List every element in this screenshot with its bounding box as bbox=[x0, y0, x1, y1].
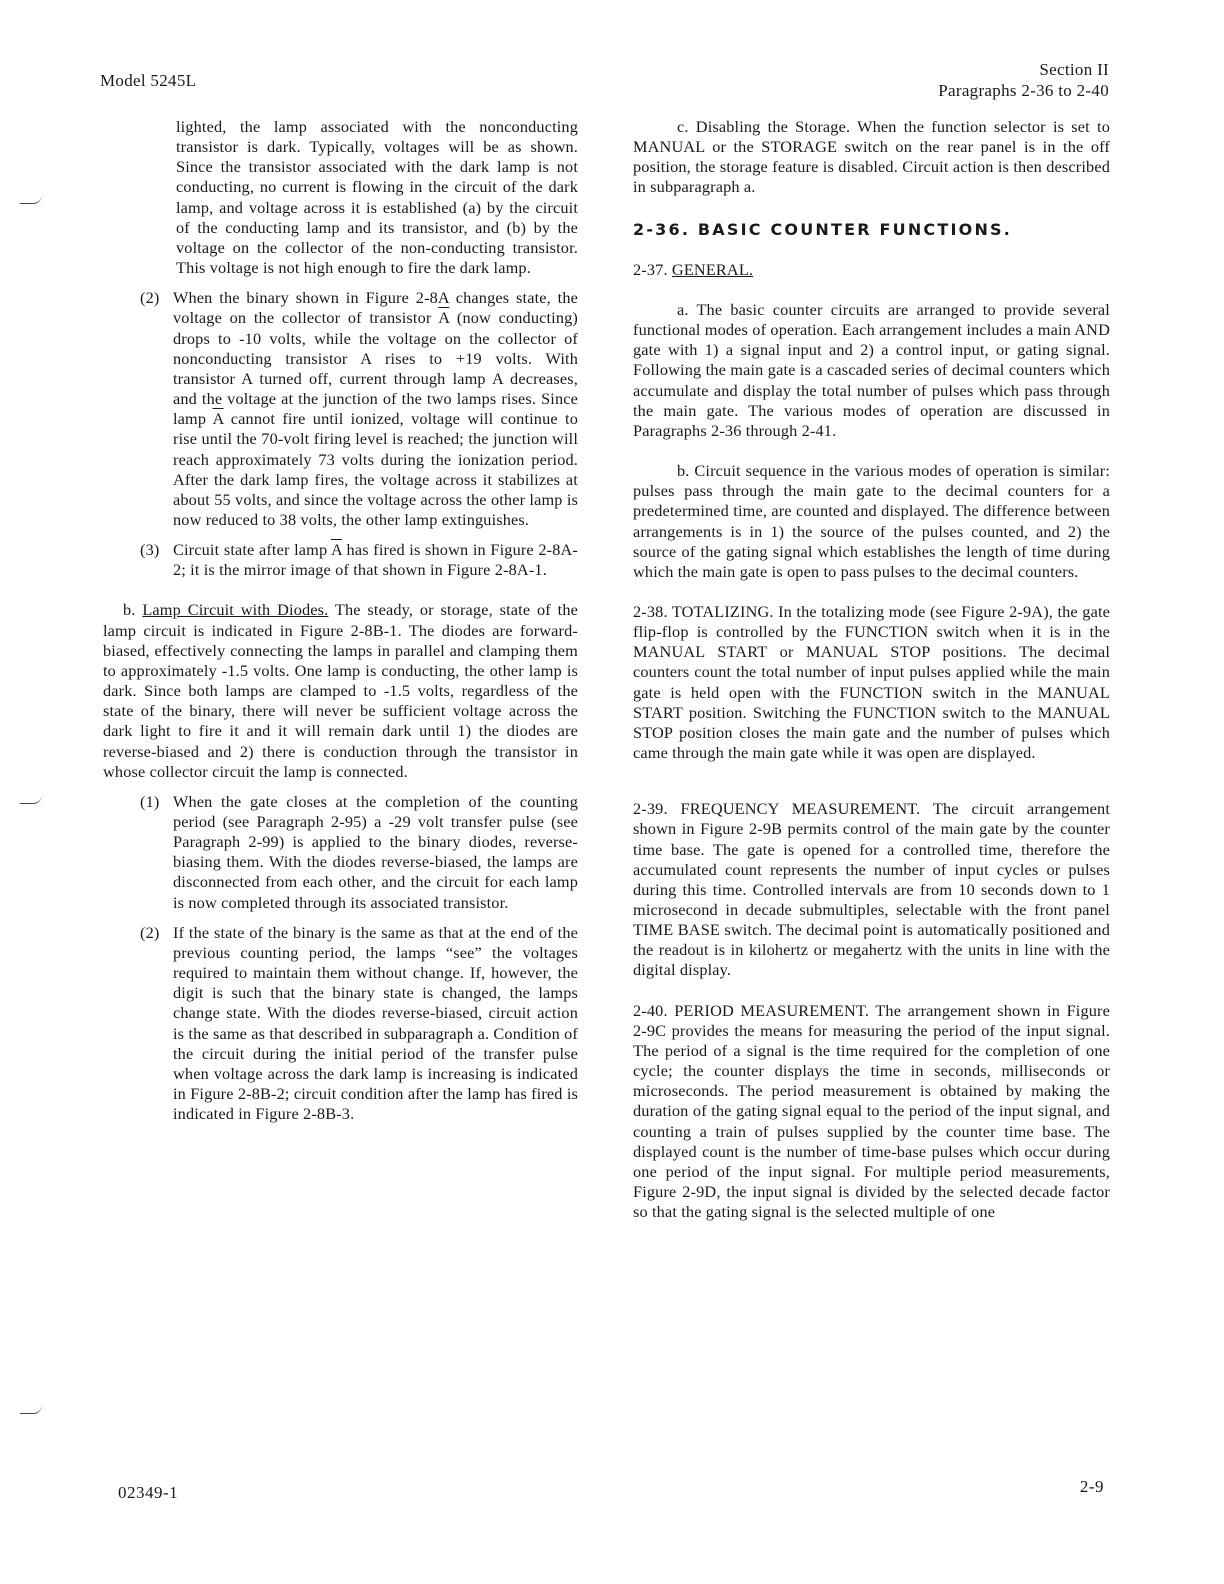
document-number: 02349-1 bbox=[118, 1483, 179, 1502]
section-heading: 2-36. BASIC COUNTER FUNCTIONS. bbox=[633, 219, 1013, 239]
paragraph-period: 2-40. PERIOD MEASUREMENT. The arrangement shown in Figure 2-9C provides the means for measuring the period of the input signal. The period of a signal is the time required for the completion of one cycle; the counter displays the time in seconds, milliseconds or microseconds. The period measurement is obtained by making the duration of the gating signal equal to the period of the input signal, and counting a train of pulses supplied by the counter time base. The displayed count is the number of time-base pulses which occur during one period of the input signal. For multiple period measurements, Figure 2-9D, the input signal is divided by the selected decade factor so that the gating signal is the selected multiple of one bbox=[633, 1000, 1110, 1222]
subparagraph-label: b. bbox=[123, 600, 136, 620]
section-label: Section II bbox=[1039, 60, 1109, 79]
list-item-3 bbox=[140, 540, 578, 580]
paragraph-title: GENERAL. bbox=[671, 259, 754, 279]
paragraph-totalizing: 2-38. TOTALIZING. In the totalizing mode (see Figure 2-9A), the gate flip-flop is controlled by the FUNCTION switch when it is in the MANUAL START or MANUAL STOP positions. The decimal counters count the total number of input pulses applied while the main gate is held open with the FUNCTION switch in the MANUAL START position. Switching the FUNCTION switch to the MANUAL STOP position closes the main gate and the number of pulses which came through the main gate while it was open are displayed. bbox=[633, 601, 1110, 763]
text-run: has fired is shown in Figure 2-8A-2; it is the mirror image of that shown in Figure 2-8A-1. bbox=[173, 540, 579, 580]
paragraph-range: Paragraphs 2-36 to 2-40 bbox=[938, 81, 1109, 100]
list-number: (3) bbox=[140, 540, 160, 560]
subparagraph-title: Lamp Circuit with Diodes. bbox=[142, 600, 329, 620]
a-bar-symbol: $\overline{A}$ bbox=[330, 540, 342, 560]
list-item-b1 bbox=[140, 792, 578, 913]
list-number: (2) bbox=[140, 288, 160, 308]
list-item-2 bbox=[140, 288, 578, 530]
paragraph-number: 2-37. bbox=[633, 259, 668, 279]
section-header bbox=[938, 59, 1109, 101]
left-column bbox=[103, 117, 578, 1124]
paragraph-c: c. Disabling the Storage. When the function selector is set to MANUAL or the STORAGE switch on the rear panel is in the off position, the storage feature is disabled. Circuit action is then described in subparagraph a. bbox=[633, 117, 1110, 197]
list-number: (1) bbox=[140, 791, 160, 811]
list-item-text: When the gate closes at the completion of the counting period (see Paragraph 2-95) a -29 volt transfer pulse (see Paragraph 2-99) is applied to the binary diodes, reverse-biasing them. With the diodes reverse-biased, the lamps are disconnected from each other, and the circuit for each lamp is now completed through its associated transistor. bbox=[173, 791, 578, 912]
right-column bbox=[633, 117, 1110, 1222]
list-item-b2 bbox=[140, 923, 578, 1125]
text-run: Circuit state after lamp bbox=[173, 540, 331, 560]
paragraph-general-a: a. The basic counter circuits are arranged to provide several functional modes of operation. Each arrangement includes a main AND gate with 1) a signal input and 2) a control input, or gating signal. Following the main gate is a cascaded series of decimal counters which accumulate and display the total number of pulses which pass through the main gate. The various modes of operation are discussed in Paragraphs 2-36 through 2-41. bbox=[633, 299, 1110, 440]
list-item-text: If the state of the binary is the same as that at the end of the previous counting period, the lamps “see” the voltages required to maintain them without change. If, however, the digit is such that the binary state is changed, the lamps change state. With the diodes reverse-biased, circuit action is the same as that described in subparagraph a. Condition of the circuit during the initial period of the transfer pulse when voltage across the dark lamp is increasing is indicated in Figure 2-8B-2; circuit condition after the lamp has fired is indicated in Figure 2-8B-3. bbox=[173, 922, 578, 1124]
a-bar-symbol: $\overline{A}$ bbox=[212, 409, 224, 429]
margin-mark bbox=[20, 795, 42, 804]
list-item-text bbox=[173, 288, 578, 530]
text-run: (now conducting) drops to -10 volts, while the voltage on the collector of nonconducting transistor A rises to +19 volts. With transistor A turned off, current through lamp A decreases, and the voltage at the junction of the two lamps rises. Since lamp bbox=[173, 308, 579, 429]
text-run: The steady, or storage, state of the lamp circuit is indicated in Figure 2-8B-1. The diodes are forward-biased, effectively connecting the lamps in parallel and clamping them to approximately -1.5 volts. One lamp is conducting, the other lamp is dark. Since both lamps are clamped to -1.5 volts, regardless of the state of the binary, there will never be sufficient voltage across the dark light to fire it and it will remain dark until 1) the diodes are reverse-biased and 2) there is conduction through the transistor in whose collector circuit the lamp is connected. bbox=[103, 600, 578, 781]
list-item-text bbox=[173, 540, 578, 580]
paragraph-frequency: 2-39. FREQUENCY MEASUREMENT. The circuit arrangement shown in Figure 2-9B permits control of the main gate by the counter time base. The gate is opened for a controlled time, therefore the accumulated count represents the number of input cycles or pulses during this time. Controlled intervals are from 10 seconds down to 1 microsecond in decade submultiples, selectable with the front panel TIME BASE switch. The decimal point is automatically positioned and the readout is in kilohertz or megahertz with the units in line with the digital display. bbox=[633, 799, 1110, 980]
page-number: 2-9 bbox=[1079, 1477, 1104, 1496]
paragraph-general-b: b. Circuit sequence in the various modes of operation is similar: pulses pass through the main gate to the decimal counters for a predetermined time, are counted and displayed. The difference between arrangements is in 1) the source of the pulses counted, and 2) the source of the gating signal which establishes the length of time during which the main gate is open to pass pulses to the decimal counters. bbox=[633, 461, 1110, 581]
text-run: When the binary shown in Figure 2-8A changes state, the voltage on the collector of transistor bbox=[173, 288, 578, 328]
margin-mark bbox=[20, 1405, 42, 1414]
model-label: Model 5245L bbox=[100, 71, 197, 90]
text-run: cannot fire until ionized, voltage will continue to rise until the 70-volt firing level is reached; the junction will reach approximately 73 volts during the ionization period. After the dark lamp fires, the voltage across it stabilizes at about 55 volts, and since the voltage across the other lamp is now reduced to 38 volts, the other lamp extinguishes. bbox=[173, 409, 578, 529]
continued-paragraph: lighted, the lamp associated with the nonconducting transistor is dark. Typically, voltages will be as shown. Since the transistor associated with the dark lamp is not conducting, no current is flowing in the circuit of the dark lamp, and voltage across it is established (a) by the circuit of the conducting lamp and its transistor, and (b) by the voltage on the collector of the non-conducting transistor. This voltage is not high enough to fire the dark lamp. bbox=[176, 117, 578, 278]
a-bar-symbol: $\overline{A}$ bbox=[438, 308, 450, 328]
list-number: (2) bbox=[140, 922, 160, 942]
margin-mark bbox=[20, 195, 42, 204]
paragraph-b bbox=[103, 600, 578, 781]
general-heading bbox=[633, 260, 1110, 280]
